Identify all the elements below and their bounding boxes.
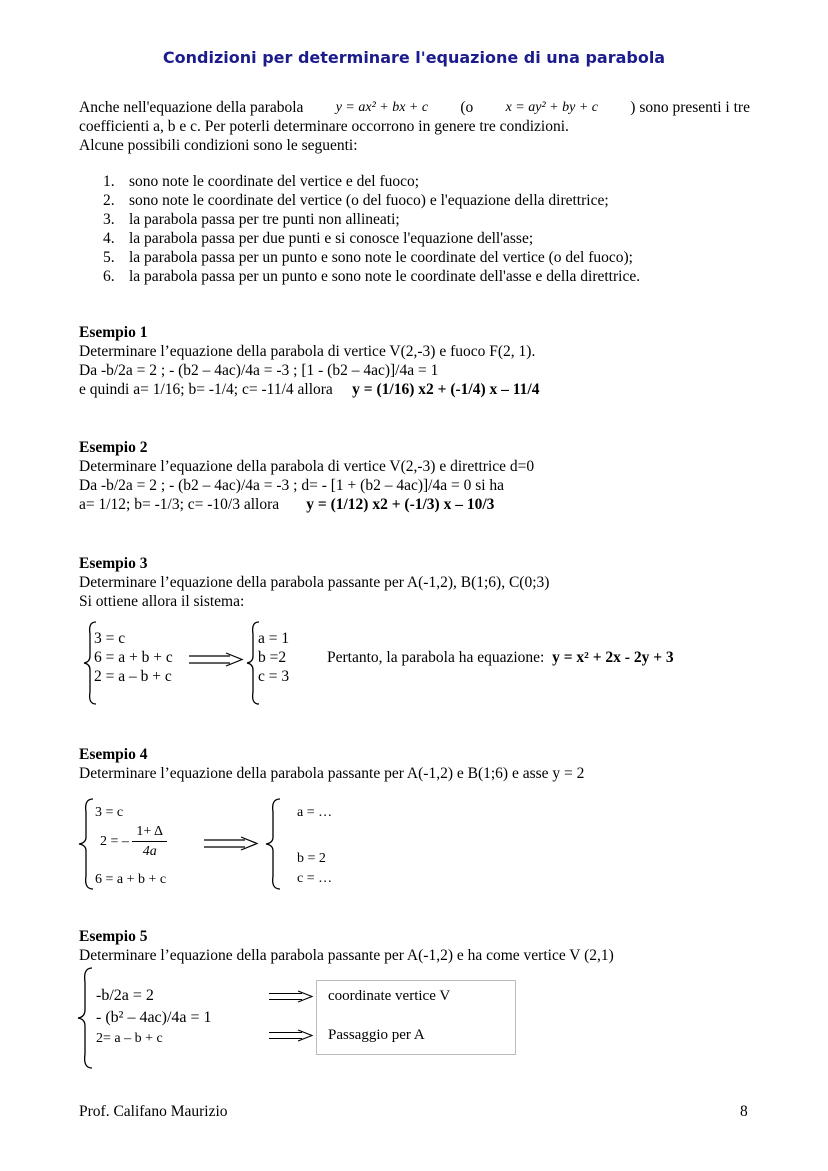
fraction: $\frac{1+ \Delta}{4a}$ [132, 822, 167, 861]
footer-author: Prof. Califano Maurizio [79, 1103, 228, 1120]
example-4 [79, 745, 584, 783]
conditions-list [103, 172, 640, 286]
system-eq-3: 2= a – b + c [96, 1031, 163, 1046]
implies-arrow-icon [188, 652, 244, 668]
system-right-c: c = … [297, 871, 333, 886]
example-text: Determinare l’equazione della parabola di vertice V(2,-3) e direttrice d=0 [79, 458, 535, 475]
list-item: 3. la parabola passa per tre punti non allineati; [103, 211, 400, 228]
implies-arrow-icon [203, 836, 259, 852]
system-left: 3 = c 6 = a + b + c 2 = a – b + c [94, 630, 173, 685]
example-text: Da -b/2a = 2 ; - (b2 – 4ac)/4a = -3 ; [1 - (b2 – 4ac)]/4a = 1 [79, 362, 439, 379]
system-left-3: 6 = a + b + c [95, 872, 167, 887]
box-label-vertex: coordinate vertice V [328, 988, 451, 1004]
page-number: 8 [740, 1103, 748, 1120]
intro-text-4: Alcune possibili condizioni sono le seguenti: [79, 137, 358, 154]
example-text: Determinare l’equazione della parabola passante per A(-1,2) e ha come vertice V (2,1) [79, 947, 614, 964]
example-heading: Esempio 3 [79, 555, 148, 572]
intro-text-2: ) sono presenti i tre [630, 99, 750, 116]
example-2 [79, 438, 534, 514]
system-right: a = 1 b =2 c = 3 [258, 630, 290, 685]
example-heading: Esempio 2 [79, 439, 148, 456]
list-item: 6. la parabola passa per un punto e sono note le coordinate dell'asse e della direttrice. [103, 268, 641, 285]
list-item: 4. la parabola passa per due punti e si conosce l'equazione dell'asse; [103, 230, 534, 247]
example-1 [79, 323, 539, 399]
example-3-conclusion: Pertanto, la parabola ha equazione: y = x² + 2x - 2y + 3 [327, 649, 674, 666]
example-result: y = (1/16) x2 + (-1/4) x – 11/4 [352, 381, 540, 398]
example-text: Si ottiene allora il sistema: [79, 593, 245, 610]
intro-text-3: coefficienti a, b e c. Per poterli determinare occorrono in genere tre condizioni. [79, 118, 569, 135]
box-label-point: Passaggio per A [328, 1027, 425, 1043]
example-result: y = (1/12) x2 + (-1/3) x – 10/3 [306, 496, 495, 513]
list-item: 1. sono note le coordinate del vertice e del fuoco; [103, 173, 420, 190]
example-text: Determinare l’equazione della parabola passante per A(-1,2), B(1;6), C(0;3) [79, 574, 550, 591]
equation-y: y = ax² + bx + c [335, 100, 429, 115]
example-heading: Esempio 1 [79, 324, 148, 341]
list-item: 2. sono note le coordinate del vertice (o del fuoco) e l'equazione della direttrice; [103, 192, 609, 209]
left-brace-icon [264, 797, 282, 891]
implies-arrow-icon [268, 1029, 314, 1043]
left-brace-icon [76, 966, 94, 1070]
list-item: 5. la parabola passa per un punto e sono note le coordinate del vertice (o del fuoco); [103, 249, 633, 266]
example-text: a= 1/12; b= -1/3; c= -10/3 allora [79, 496, 280, 513]
system-left-1: 3 = c [95, 805, 124, 820]
system-fraction: 2 = – $\frac{1+ \Delta}{4a}$ [100, 822, 167, 861]
example-5 [79, 927, 614, 965]
system-right-a: a = … [297, 805, 333, 820]
system-eq-2: - (b² – 4ac)/4a = 1 [96, 1009, 212, 1026]
annotation-box [316, 980, 516, 1055]
intro-paren: (o [460, 99, 474, 116]
example-text: Determinare l’equazione della parabola di vertice V(2,-3) e fuoco F(2, 1). [79, 343, 536, 360]
equation-x: x = ay² + by + c [505, 100, 598, 115]
page-title: Condizioni per determinare l'equazione di una parabola [162, 48, 666, 67]
intro-paragraph [79, 98, 750, 155]
example-heading: Esempio 5 [79, 928, 148, 945]
example-text: Da -b/2a = 2 ; - (b2 – 4ac)/4a = -3 ; d= - [1 + (b2 – 4ac)]/4a = 0 si ha [79, 477, 505, 494]
implies-arrow-icon [268, 990, 314, 1004]
system-eq-1: -b/2a = 2 [96, 987, 154, 1004]
left-brace-icon [77, 797, 95, 891]
example-text: e quindi a= 1/16; b= -1/4; c= -11/4 allora [79, 381, 333, 398]
example-result: y = x² + 2x - 2y + 3 [552, 649, 674, 666]
example-heading: Esempio 4 [79, 746, 148, 763]
system-right-b: b = 2 [297, 851, 326, 866]
example-text: Determinare l’equazione della parabola passante per A(-1,2) e B(1;6) e asse y = 2 [79, 765, 585, 782]
intro-text-1: Anche nell'equazione della parabola [79, 99, 304, 116]
example-3 [79, 554, 549, 611]
